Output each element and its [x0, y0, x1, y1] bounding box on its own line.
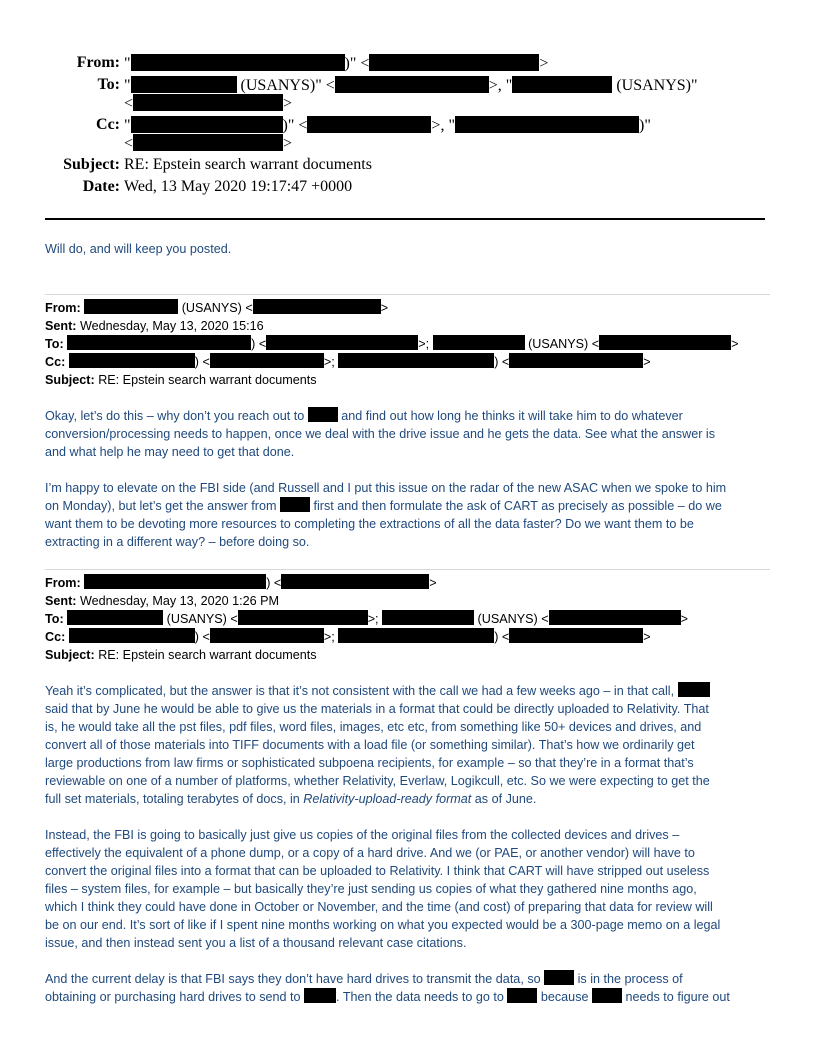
email2-sent: Sent: Wednesday, May 13, 2020 1:26 PM: [45, 594, 280, 608]
quote-divider: [45, 569, 770, 570]
from-value: " )" < >: [124, 55, 549, 72]
email1-subject: Subject: RE: Epstein search warrant documents: [45, 373, 317, 387]
redaction: [69, 353, 195, 368]
email1-sent: Sent: Wednesday, May 13, 2020 15:16: [45, 319, 264, 333]
redaction: [84, 574, 266, 589]
redaction: [433, 335, 525, 350]
redaction: [592, 988, 622, 1003]
redaction: [67, 610, 163, 625]
redaction: [304, 988, 336, 1003]
redaction: [338, 353, 494, 368]
cc-value-cont: < >: [124, 135, 293, 152]
email1-cc: Cc: ) < >; ) < >: [45, 355, 651, 369]
date-value: Wed, 13 May 2020 19:17:47 +0000: [124, 178, 353, 195]
date-label: Date:: [82, 178, 120, 195]
to-org: (USANYS)": [616, 77, 698, 94]
redaction: [84, 299, 178, 314]
redaction: [281, 574, 429, 589]
redaction: [210, 353, 324, 368]
redaction: [507, 988, 537, 1003]
redaction: [238, 610, 368, 625]
redaction: [266, 335, 418, 350]
cc-value: " )" < >, " )": [124, 117, 651, 134]
redaction: [509, 628, 643, 643]
email2-cc: Cc: ) < >; ) < >: [45, 630, 651, 644]
redaction: [69, 628, 195, 643]
redaction: [133, 94, 283, 111]
email1-to: To: ) < >; (USANYS) < >: [45, 337, 739, 351]
cc-label: Cc:: [96, 116, 120, 133]
redaction: [253, 299, 381, 314]
email1-paragraph-2: I’m happy to elevate on the FBI side (and Russell and I put this issue on the radar of the new ASAC when we spoke to him on Monday), but let’s get the answer from first and then formulate the ask of CART as precisely as possible – do we want them to be devoting more resources to completing the extractions of all the data faster? Do we want them to be extracting in a different way? – before doing so.: [45, 481, 727, 549]
redaction: [131, 76, 237, 93]
redaction: [67, 335, 251, 350]
header-divider: [45, 218, 765, 220]
redaction: [308, 407, 338, 422]
redaction: [131, 54, 345, 71]
to-value-cont: < >: [124, 95, 293, 112]
redaction: [335, 76, 489, 93]
email2-paragraph-2: Instead, the FBI is going to basically just give us copies of the original files from the collected devices and drives – effectively the equivalent of a phone dump, or a copy of a hard drive. And we (or PAE, or another vendor) will have to convert the original files into a format that can be uploaded to Relativity. I think that CART will have stripped out useless files – system files, for example – but basically they’re just sending us copies of what they gathered nine months ago, which I think they could have done in October or November, and the time (and cost) of preparing that data for review will be on our end. It’s sort of like if I spent nine months working on what you expected would be a 300-page memo on a legal issue, and then instead sent you a list of a thousand relevant case citations.: [45, 828, 721, 950]
to-label: To:: [97, 76, 120, 93]
redaction: [512, 76, 612, 93]
redaction: [307, 116, 431, 133]
redaction: [382, 610, 474, 625]
to-value: " (USANYS)" < >, " (USANYS)": [124, 77, 698, 94]
email2-to: To: (USANYS) < >; (USANYS) < >: [45, 612, 688, 626]
subject-label: Subject:: [63, 156, 120, 173]
email2-subject: Subject: RE: Epstein search warrant documents: [45, 648, 317, 662]
reply-text: Will do, and will keep you posted.: [45, 242, 232, 256]
from-label: From:: [76, 54, 120, 71]
redaction: [131, 116, 283, 133]
redaction: [210, 628, 324, 643]
redaction: [544, 970, 574, 985]
redaction: [133, 134, 283, 151]
email1-from: From: (USANYS) < >: [45, 301, 389, 315]
quote-divider: [45, 294, 770, 295]
email2-paragraph-1: Yeah it’s complicated, but the answer is that it’s not consistent with the call we had a few weeks ago – in that call, said that by June he would be able to give us the materials in a format that could be directly uploaded to Relativity. That is, he would take all the pst files, pdf files, word files, images, etc etc, from something like 50+ devices and drives, and convert all of those materials into TIFF documents with a load file (or something similar). That’s how we ordinarily get large productions from law firms or sophisticated subpoena recipients, for example – so that they’re in a format that’s reviewable on one of a number of platforms, whether Relativity, Everlaw, Logikcull, etc. So we were expecting to get the full set materials, totaling terabytes of docs, in Relativity-upload-ready format as of June.: [45, 684, 710, 806]
redaction: [280, 497, 310, 512]
redaction: [678, 682, 710, 697]
redaction: [369, 54, 539, 71]
email2-from: From: ) < >: [45, 576, 437, 590]
redaction: [509, 353, 643, 368]
redaction: [549, 610, 681, 625]
email1-paragraph-1: Okay, let’s do this – why don’t you reach out to and find out how long he thinks it will take him to do whatever conversion/processing needs to happen, once we deal with the drive issue and he gets the data. See what the answer is and what help he may need to get that done.: [45, 409, 715, 459]
email2-paragraph-3: And the current delay is that FBI says they don’t have hard drives to transmit the data, so is in the process of obtaining or purchasing hard drives to send to . Then the data needs to go to because needs to figure out: [45, 972, 730, 1004]
redaction: [599, 335, 731, 350]
redaction: [338, 628, 494, 643]
redaction: [455, 116, 639, 133]
to-org: (USANYS)": [240, 77, 322, 94]
subject-value: RE: Epstein search warrant documents: [124, 156, 372, 173]
